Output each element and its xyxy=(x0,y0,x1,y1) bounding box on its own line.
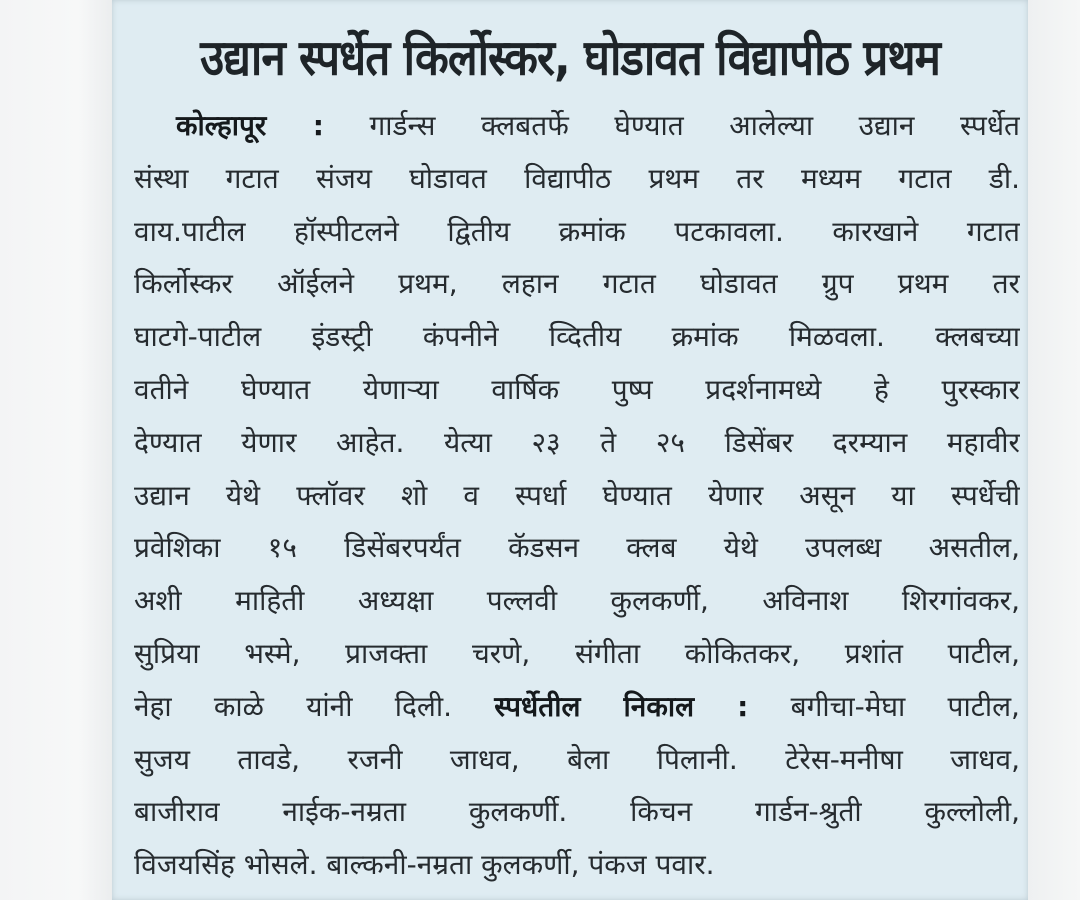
results-subhead: स्पर्धेतील निकाल : xyxy=(494,689,749,723)
article-line xyxy=(134,839,1020,892)
article-headline: उद्यान स्पर्धेत किर्लोस्कर, घोडावत विद्यापीठ प्रथम xyxy=(200,29,940,88)
article-line xyxy=(134,522,1020,575)
line-text: वतीने घेण्यात येणाऱ्या वार्षिक पुष्प प्रदर्शनामध्ये हे पुरस्कार xyxy=(134,372,1020,406)
newspaper-clipping xyxy=(112,0,1028,900)
line-text: उद्यान येथे फ्लॉवर शो व स्पर्धा घेण्यात येणार असून या स्पर्धेची xyxy=(134,478,1020,512)
line-text: देण्यात येणार आहेत. येत्या २३ ते २५ डिसेंबर दरम्यान महावीर xyxy=(134,425,1020,459)
line-text: वाय.पाटील हॉस्पीटलने द्वितीय क्रमांक पटकावला. कारखाने गटात xyxy=(134,214,1020,248)
article-line xyxy=(134,470,1020,523)
article-line xyxy=(134,575,1020,628)
article-body xyxy=(134,100,1020,892)
article-line xyxy=(134,311,1020,364)
line-text: किर्लोस्कर ऑईलने प्रथम, लहान गटात घोडावत ग्रुप प्रथम तर xyxy=(134,267,1020,301)
article-line xyxy=(134,417,1020,470)
background-right xyxy=(1028,0,1080,900)
line-text: बगीचा-मेघा पाटील, xyxy=(790,689,1020,723)
article-line xyxy=(134,364,1020,417)
line-text: प्रवेशिका १५ डिसेंबरपर्यंत कॅडसन क्लब येथे उपलब्ध असतील, xyxy=(134,531,1020,565)
article-line xyxy=(134,786,1020,839)
line-text: विजयसिंह भोसले. बाल्कनी-नम्रता कुलकर्णी, पंकज पवार. xyxy=(134,848,715,882)
dateline: कोल्हापूर : xyxy=(176,109,324,142)
article-line xyxy=(134,734,1020,787)
line-text: अशी माहिती अध्यक्षा पल्लवी कुलकर्णी, अविनाश शिरगांवकर, xyxy=(134,584,1020,618)
background-left xyxy=(0,0,112,900)
article-line xyxy=(134,628,1020,681)
line-text: बाजीराव नाईक-नम्रता कुलकर्णी. किचन गार्डन-श्रुती कुल्लोली, xyxy=(134,795,1020,829)
article-line xyxy=(134,206,1020,259)
line-text: सुजय तावडे, रजनी जाधव, बेला पिलानी. टेरेस-मनीषा जाधव, xyxy=(134,742,1020,776)
line-text: संस्था गटात संजय घोडावत विद्यापीठ प्रथम तर मध्यम गटात डी. xyxy=(134,161,1020,195)
line-text: गार्डन्स क्लबतर्फे घेण्यात आलेल्या उद्यान स्पर्धेत xyxy=(369,109,1020,142)
article-line xyxy=(134,100,1020,153)
article-line xyxy=(134,153,1020,206)
article-line xyxy=(134,681,1020,734)
line-text: सुप्रिया भस्मे, प्राजक्ता चरणे, संगीता कोकितकर, प्रशांत पाटील, xyxy=(134,636,1020,670)
article-line xyxy=(134,258,1020,311)
line-text: घाटगे-पाटील इंडस्ट्री कंपनीने व्दितीय क्रमांक मिळवला. क्लबच्या xyxy=(134,320,1020,354)
line-text: नेहा काळे यांनी दिली. xyxy=(134,689,452,723)
